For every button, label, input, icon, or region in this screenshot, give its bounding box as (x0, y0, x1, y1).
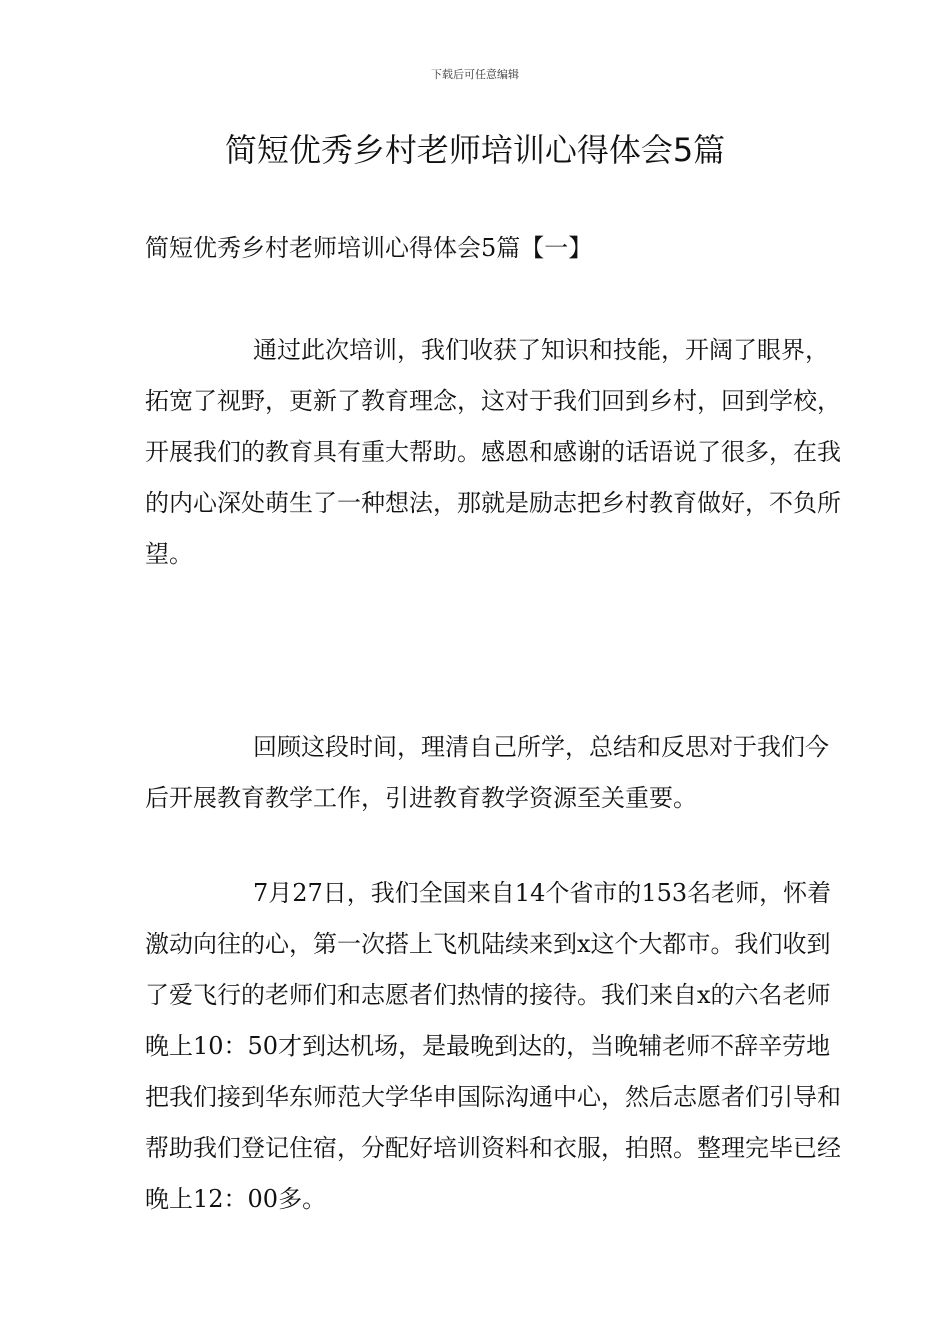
document-title: 简短优秀乡村老师培训心得体会5篇 (224, 131, 726, 169)
header-note: 下载后可任意编辑 (431, 68, 519, 81)
paragraph-2: 回顾这段时间，理清自己所学，总结和反思对于我们今后开展教育教学工作，引进教育教学资源至关重要。 (145, 733, 829, 812)
paragraph-3: 7月27日，我们全国来自14个省市的153名老师，怀着激动向往的心，第一次搭上飞机陆续来到x这个大都市。我们收到了爱飞行的老师们和志愿者们热情的接待。我们来自x的六名老师晚上10：50才到达机场，是最晚到达的，当晚辅老师不辞辛劳地把我们接到华东师范大学华申国际沟通中心，然后志愿者们引导和帮助我们登记住宿，分配好培训资料和衣服，拍照。整理完毕已经晚上12：00多。 (145, 879, 841, 1213)
paragraph-1: 通过此次培训，我们收获了知识和技能，开阔了眼界，拓宽了视野，更新了教育理念，这对于我们回到乡村，回到学校，开展我们的教育具有重大帮助。感恩和感谢的话语说了很多，在我的内心深处萌生了一种想法，那就是励志把乡村教育做好，不负所望。 (145, 336, 841, 568)
section-heading: 简短优秀乡村老师培训心得体会5篇【一】 (145, 234, 593, 262)
